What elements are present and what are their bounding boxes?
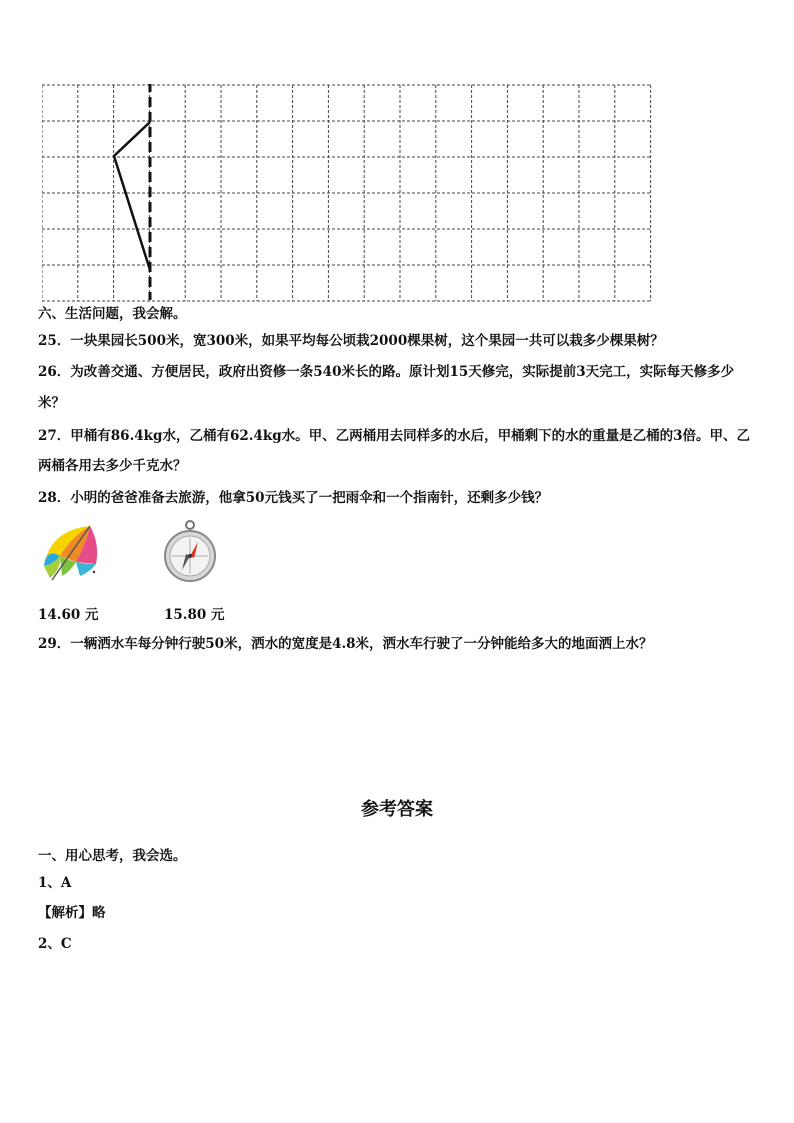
compass-icon <box>164 520 216 590</box>
answer-1: 1、A <box>38 875 72 891</box>
problem-26-line2: 米？ <box>38 395 65 411</box>
symmetry-grid <box>42 84 652 304</box>
problem-27-line1: 27．甲桶有86.4kg水，乙桶有62.4kg水。甲、乙两桶用去同样多的水后，甲桶剩下的水的重量是乙桶的3倍。甲、乙 <box>38 428 751 444</box>
problem-25: 25．一块果园长500米，宽300米，如果平均每公顷栽2000棵果树，这个果园一共可以栽多少棵果树？ <box>38 333 664 349</box>
compass-price: 15.80 元 <box>164 607 225 623</box>
answer-1-analysis: 【解析】略 <box>38 905 106 921</box>
answers-section-one: 一、用心思考，我会选。 <box>38 848 187 864</box>
half-figure <box>114 122 150 270</box>
section-six-heading: 六、生活问题，我会解。 <box>38 306 187 322</box>
answer-2: 2、C <box>38 936 72 952</box>
grid-figure <box>42 84 652 308</box>
answers-title: 参考答案 <box>361 799 433 820</box>
problem-29: 29．一辆洒水车每分钟行驶50米，洒水的宽度是4.8米，洒水车行驶了一分钟能给多大的地面洒上水？ <box>38 636 653 652</box>
problem-26-line1: 26．为改善交通、方便居民，政府出资修一条540米长的路。原计划15天修完，实际提前3天完工，实际每天修多少 <box>38 364 735 380</box>
umbrella-icon <box>40 520 104 588</box>
problem-28: 28．小明的爸爸准备去旅游，他拿50元钱买了一把雨伞和一个指南针，还剩多少钱？ <box>38 490 549 506</box>
problem-27-line2: 两桶各用去多少千克水？ <box>38 458 187 474</box>
umbrella-price: 14.60 元 <box>38 607 99 623</box>
